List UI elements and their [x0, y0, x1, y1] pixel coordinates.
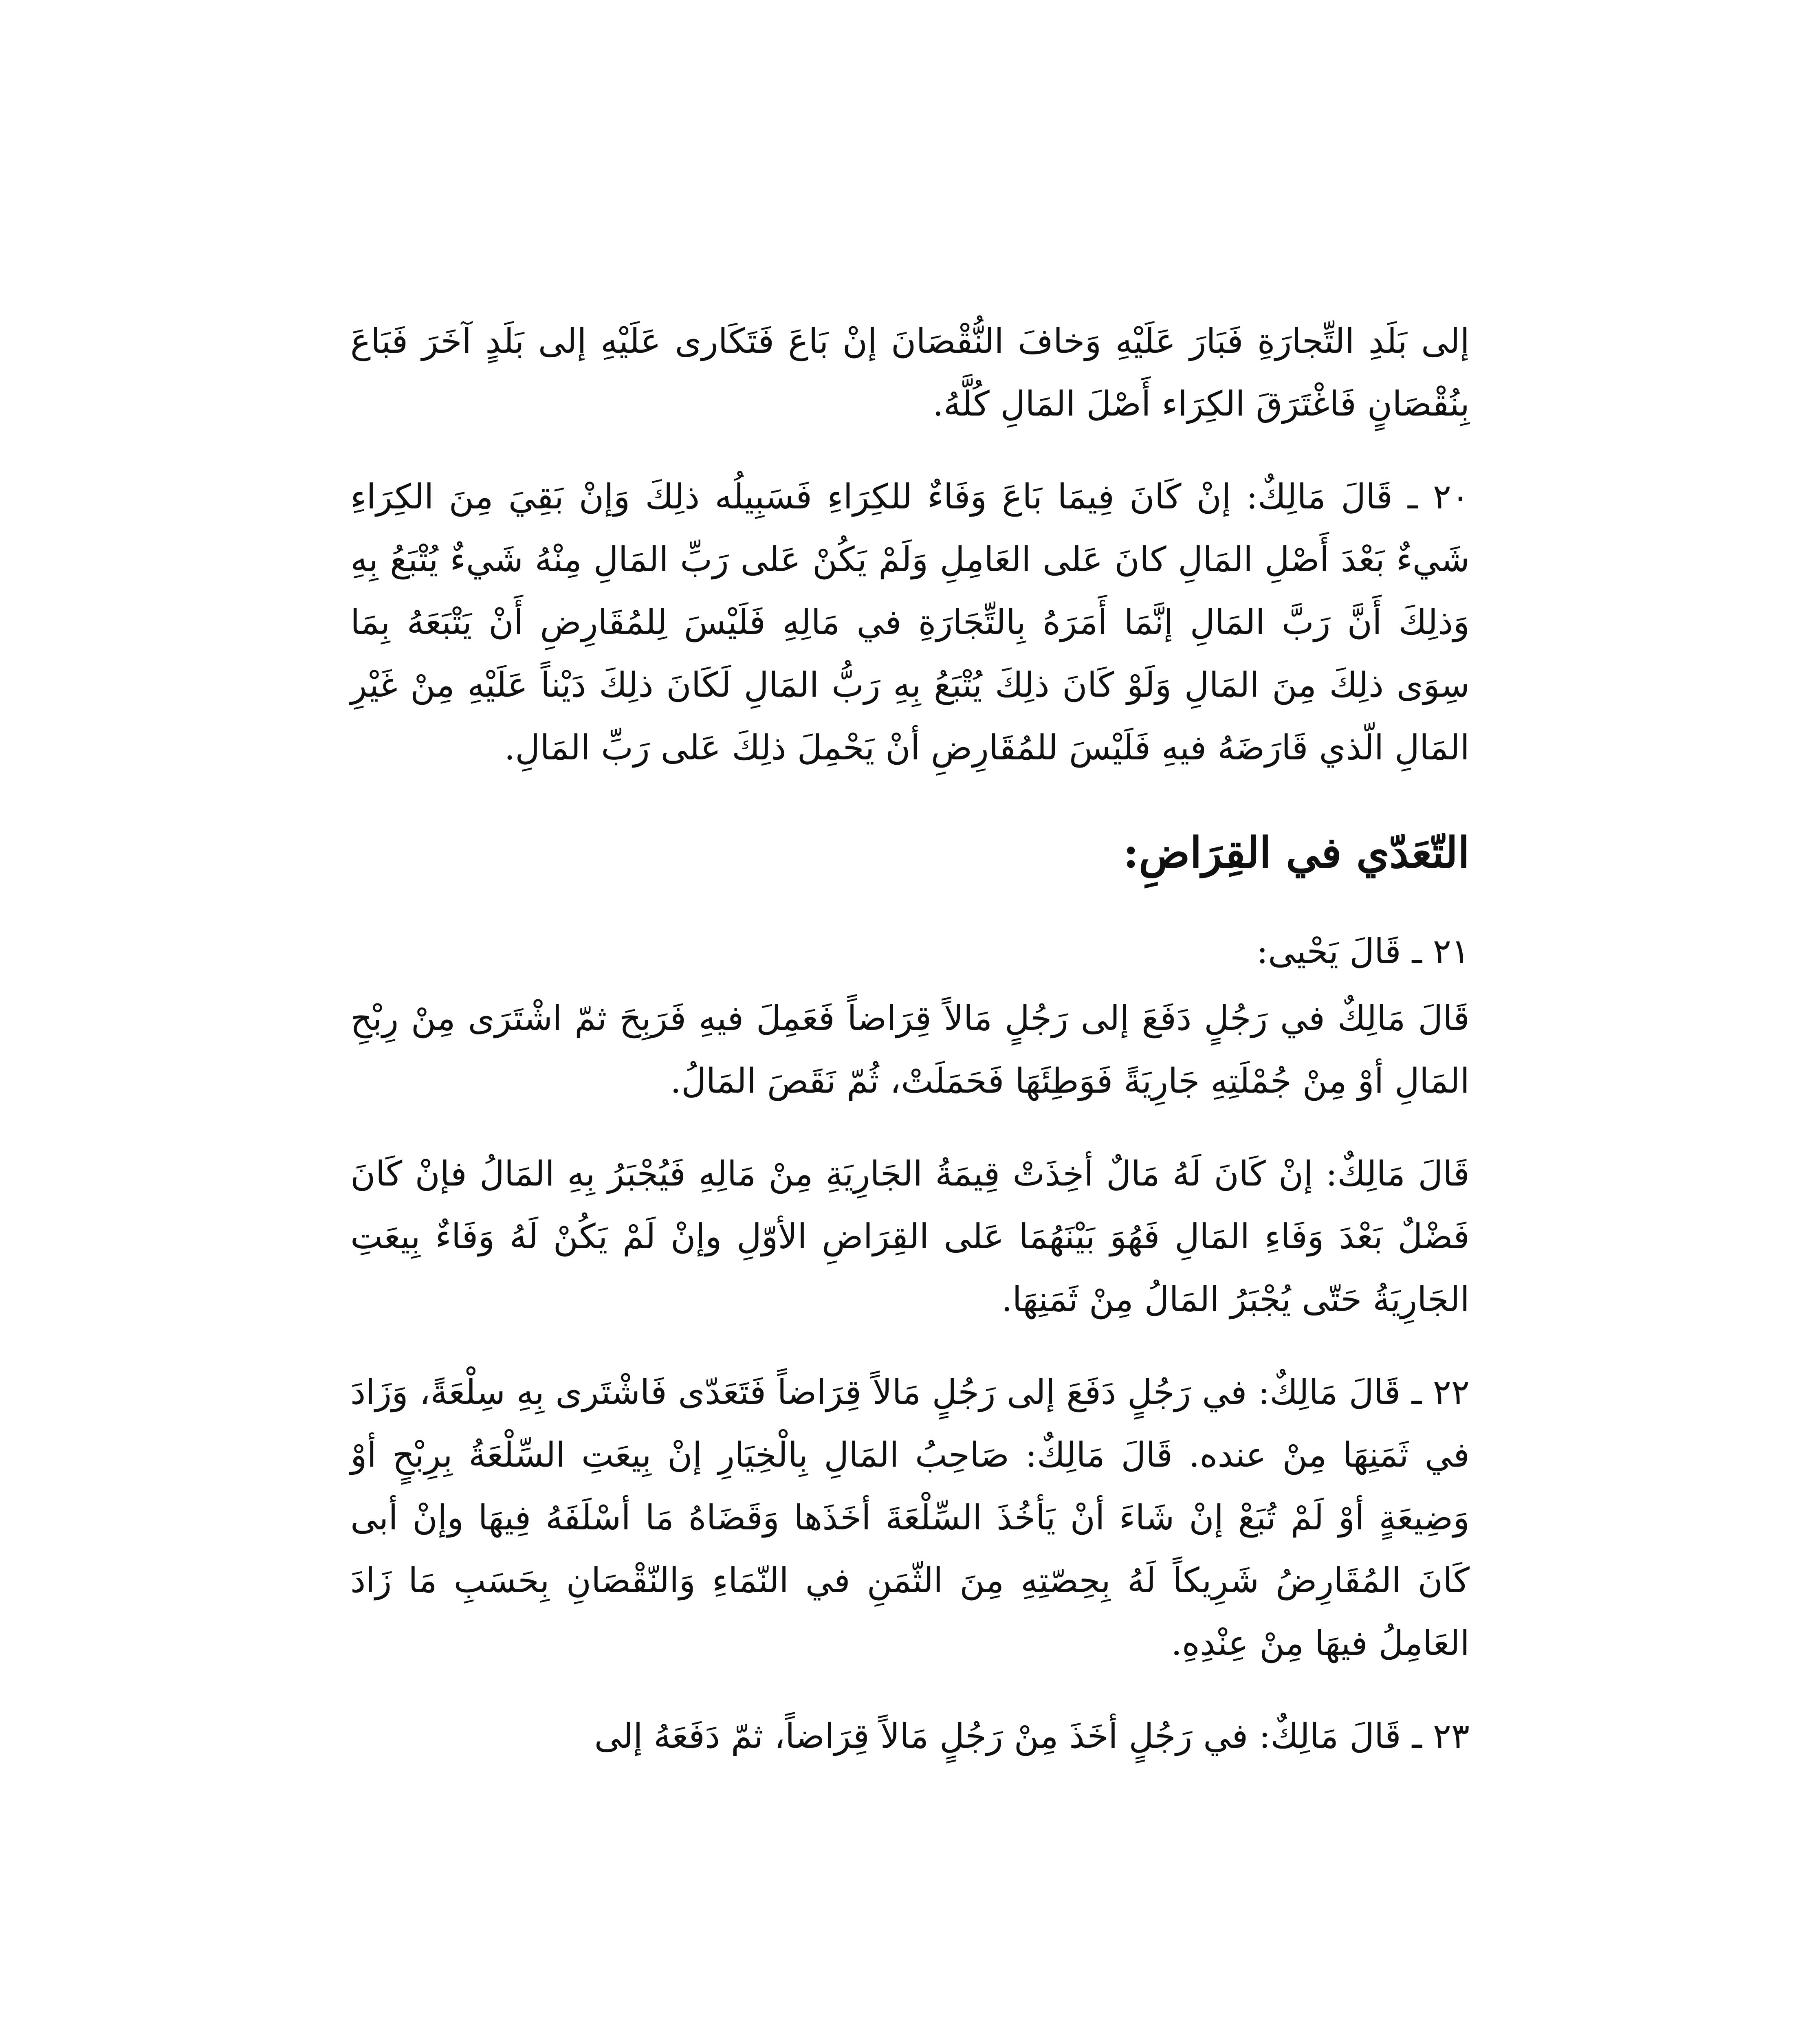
- paragraph-23: ٢٣ ـ قَالَ مَالِكٌ: في رَجُلٍ أخَذَ مِنْ رَجُلٍ مَالاً قِرَاضاً، ثمّ دَفَعَهُ إلى: [594, 1716, 1470, 1756]
- paragraph-21-body: قَالَ مَالِكٌ في رَجُلٍ دَفَعَ إلى رَجُلٍ مَالاً قِرَاضاً فَعَمِلَ فيهِ فَرَبِحَ ثمّ اشْتَرَى مِنْ رِبْحِ المَالِ أوْ مِنْ جُمْلَتِهِ جَارِيَةً فَوَطِئَهَا فَحَمَلَتْ، ثُمّ نَقَصَ المَالُ.: [350, 998, 1470, 1101]
- paragraph-21-ruling: قَالَ مَالِكٌ: إنْ كَانَ لَهُ مَالٌ أخِذَتْ قِيمَةُ الجَارِيَةِ مِنْ مَالِهِ فَيُجْبَرُ بِهِ المَالُ فإنْ كَانَ فَضْلٌ بَعْدَ وَفَاءِ المَالِ فَهُوَ بَيْنَهُمَا عَلى القِرَاضِ الأوّلِ وإنْ لَمْ يَكُنْ لَهُ وَفَاءٌ بِيعَتِ الجَارِيَةُ حَتّى يُجْبَرُ المَالُ مِنْ ثَمَنِهَا.: [350, 1154, 1470, 1319]
- section-heading: التّعَدّي في القِرَاضِ:: [1123, 827, 1470, 878]
- paragraph-20: ٢٠ ـ قَالَ مَالِكٌ: إنْ كَانَ فِيمَا بَاعَ وَفَاءٌ للكِرَاءِ فَسَبِيلُه ذلِكَ وَإنْ بَقِيَ مِنَ الكِرَاءِ شَيءٌ بَعْدَ أَصْلِ المَالِ كانَ عَلى العَامِلِ وَلَمْ يَكُنْ عَلى رَبِّ المَالِ مِنْهُ شَيءٌ يُتْبَعُ بِهِ وَذلِكَ أَنَّ رَبَّ المَالِ إنَّمَا أَمَرَهُ بِالتِّجَارَةِ في مَالِهِ فَلَيْسَ لِلمُقَارِضِ أَنْ يَتْبَعَهُ بِمَا سِوَى ذلِكَ مِنَ المَالِ وَلَوْ كَانَ ذلِكَ يُتْبَعُ بِهِ رَبُّ المَالِ لَكَانَ ذلِكَ دَيْناً عَلَيْهِ مِنْ غَيْرِ المَالِ الّذي قَارَضَهُ فيهِ فَلَيْسَ للمُقَارِضِ أنْ يَحْمِلَ ذلِكَ عَلى رَبِّ المَالِ.: [350, 477, 1470, 768]
- paragraph-22: ٢٢ ـ قَالَ مَالِكٌ: في رَجُلٍ دَفَعَ إلى رَجُلٍ مَالاً قِرَاضاً فَتَعَدّى فَاشْتَرى بِهِ سِلْعَةً، وَزَادَ في ثَمَنِهَا مِنْ عنده. قَالَ مَالِكٌ: صَاحِبُ المَالِ بِالْخِيَارِ إنْ بِيعَتِ السِّلْعَةُ بِرِبْحٍ أوْ وَضِيعَةٍ أوْ لَمْ تُبَعْ إنْ شَاءَ أنْ يَأخُذَ السِّلْعَةَ أخَذَها وَقَضَاهُ مَا أسْلَفَهُ فِيهَا وإنْ أبى كَانَ المُقَارِضُ شَرِيكاً لَهُ بِحِصّتِهِ مِنَ الثّمَنِ في النّمَاءِ وَالنّقْصَانِ بِحَسَبِ مَا زَادَ العَامِلُ فيهَا مِنْ عِنْدِهِ.: [350, 1372, 1470, 1663]
- paragraph-21-intro: ٢١ ـ قَالَ يَحْيى:: [1257, 931, 1470, 971]
- page-body: [350, 310, 1470, 1797]
- paragraph-continuation: إلى بَلَدِ التِّجارَةِ فَبَارَ عَلَيْهِ وَخافَ النُّقْصَانَ إنْ بَاعَ فَتَكَارى عَلَيْهِ إلى بَلَدٍ آخَرَ فَبَاعَ بِنُقْصَانٍ فَاغْتَرَقَ الكِرَاء أَصْلَ المَالِ كُلَّهُ.: [350, 321, 1470, 424]
